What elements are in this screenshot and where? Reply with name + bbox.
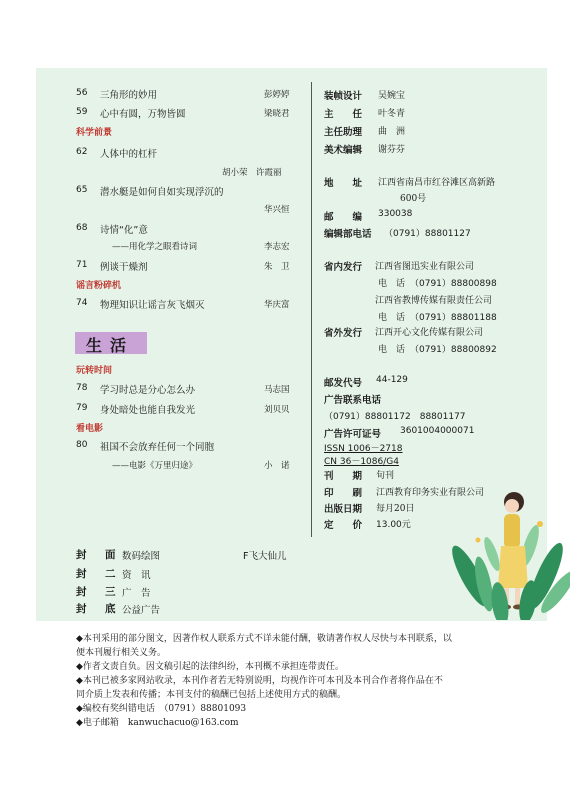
footer-note: 便本刊履行相关义务。 [76, 648, 167, 658]
toc-author: 马志国 [264, 385, 290, 395]
distributor-name: 江西省图迅实业有限公司 [375, 262, 475, 272]
cover-credit-label: 封 二 [76, 568, 120, 580]
footer-note: ◆编校有奖纠错电话 （0791）88801093 [76, 704, 247, 714]
cover-credit-label: 封 面 [76, 549, 120, 561]
editorial-phone-value: （0791）88801127 [384, 229, 471, 239]
toc-page-number: 71 [76, 260, 88, 270]
price-value: 13.00元 [376, 520, 411, 530]
staff-name: 曲 洲 [378, 127, 406, 137]
staff-label: 美术编辑 [324, 145, 363, 156]
life-section-title: 生活 [86, 336, 135, 355]
toc-author: 华兴恒 [264, 205, 290, 215]
ad-phone-value: （0791）88801172 88801177 [324, 412, 466, 422]
domestic-distribution-label: 省内发行 [324, 262, 363, 273]
distributor-tel-label: 电 话 [378, 313, 406, 323]
staff-label: 主 任 [324, 109, 363, 120]
staff-name: 叶冬青 [378, 109, 406, 119]
toc-title: 学习时总是分心怎么办 [100, 385, 196, 396]
ad-license-value: 3601004000071 [400, 426, 475, 436]
period-label: 刊 期 [324, 471, 363, 482]
section-heading-movie: 看电影 [76, 424, 104, 434]
cover-credit-value: 资 讯 [122, 570, 151, 581]
staff-label: 主任助理 [324, 127, 363, 138]
cover-credit-author: F飞大仙儿 [243, 551, 287, 562]
address-label: 地 址 [324, 178, 363, 189]
address-line: 600号 [400, 194, 427, 204]
publication-date-label: 出版日期 [324, 504, 363, 515]
toc-author: 胡小荣 许霞丽 [222, 168, 282, 178]
toc-page-number: 62 [76, 147, 88, 157]
postal-code-label: 邮发代号 [324, 378, 363, 389]
toc-title: 心中有圆，万物皆圆 [100, 109, 186, 120]
toc-title: 人体中的杠杆 [100, 149, 158, 160]
toc-title: 三角形的妙用 [100, 90, 158, 101]
toc-page-number: 79 [76, 403, 88, 413]
period-value: 旬刊 [376, 471, 395, 481]
printer-value: 江西教育印务实业有限公司 [376, 488, 485, 498]
staff-name: 吴婉宝 [378, 91, 406, 101]
toc-author: 梁晓君 [264, 109, 290, 119]
toc-title: 物理知识让谣言灰飞烟灭 [100, 300, 205, 311]
toc-author: 彭婷婷 [264, 90, 290, 100]
cn-number: CN 36－1086/G4 [324, 457, 399, 467]
toc-author: 华庆富 [264, 300, 290, 310]
distributor-tel-label: 电 话 [378, 279, 406, 289]
toc-page-number: 59 [76, 107, 88, 117]
national-distribution-label: 省外发行 [324, 328, 363, 339]
distributor-tel: （0791）88801188 [410, 313, 497, 323]
section-heading-science: 科学前景 [76, 128, 113, 138]
toc-author: 小 诺 [264, 461, 290, 471]
distributor-tel: （0791）88800898 [410, 279, 497, 289]
toc-page-number: 68 [76, 223, 88, 233]
toc-title: 祖国不会放弃任何一个同胞 [100, 442, 215, 453]
postal-code-value: 44-129 [376, 375, 408, 385]
girl-plants-illustration [448, 484, 570, 620]
toc-subtitle: ——电影《万里归途》 [112, 461, 198, 471]
footer-note: ◆作者文责自负。因文稿引起的法律纠纷，本刊概不承担连带责任。 [76, 662, 344, 672]
toc-page-number: 65 [76, 185, 88, 195]
address-line: 江西省南昌市红谷滩区高新路 [378, 178, 496, 188]
toc-author: 刘贝贝 [264, 405, 290, 415]
cover-credit-label: 封 底 [76, 603, 120, 615]
distributor-name: 江西开心文化传媒有限公司 [375, 328, 484, 338]
toc-author: 李志宏 [264, 242, 290, 252]
toc-page-number: 78 [76, 383, 88, 393]
ad-phone-label: 广告联系电话 [324, 395, 382, 406]
postcode-label: 邮 编 [324, 212, 363, 223]
toc-title: 例谈干燥剂 [100, 262, 148, 273]
toc-page-number: 56 [76, 88, 88, 98]
price-label: 定 价 [324, 520, 363, 531]
toc-title: 身处暗处也能自我发光 [100, 405, 196, 416]
footer-note: ◆本刊已被多家网站收录，本刊作者若无特别说明，均视作许可本刊及本刊合作者将作品在不 [76, 676, 443, 686]
section-heading-time: 玩转时间 [76, 366, 113, 376]
distributor-tel: （0791）88800892 [410, 345, 497, 355]
footer-note: ◆本刊采用的部分图文，因著作权人联系方式不详未能付酬，敬请著作权人尽快与本刊联系，以 [76, 634, 452, 644]
issn: ISSN 1006－2718 [324, 444, 403, 454]
printer-label: 印 刷 [324, 488, 363, 499]
staff-label: 装帧设计 [324, 91, 363, 102]
cover-credit-value: 公益广告 [122, 605, 161, 616]
cover-credit-label: 封 三 [76, 586, 120, 598]
cover-credit-value: 广 告 [122, 588, 151, 599]
toc-author: 朱 卫 [264, 262, 290, 272]
publication-date-value: 每月20日 [376, 504, 415, 514]
distributor-name: 江西省教博传媒有限责任公司 [375, 296, 493, 306]
distributor-tel-label: 电 话 [378, 345, 406, 355]
column-divider [311, 82, 312, 537]
section-heading-rumor: 谣言粉碎机 [76, 281, 122, 291]
toc-page-number: 74 [76, 298, 88, 308]
footer-note: ◆电子邮箱 kanwuchacuo@163.com [76, 718, 239, 728]
cover-credit-value: 数码绘图 [122, 551, 161, 562]
toc-page-number: 80 [76, 440, 88, 450]
footer-note: 同介质上发表和传播；本刊支付的稿酬已包括上述使用方式的稿酬。 [76, 690, 347, 700]
postcode-value: 330038 [378, 209, 413, 219]
staff-name: 谢芬芬 [378, 145, 406, 155]
toc-title: 潜水艇是如何自如实现浮沉的 [100, 187, 224, 198]
editorial-phone-label: 编辑部电话 [324, 229, 372, 240]
toc-title: 诗情“化”意 [100, 225, 148, 236]
ad-license-label: 广告许可证号 [324, 429, 382, 440]
toc-subtitle: ——用化学之眼看诗词 [112, 242, 198, 252]
